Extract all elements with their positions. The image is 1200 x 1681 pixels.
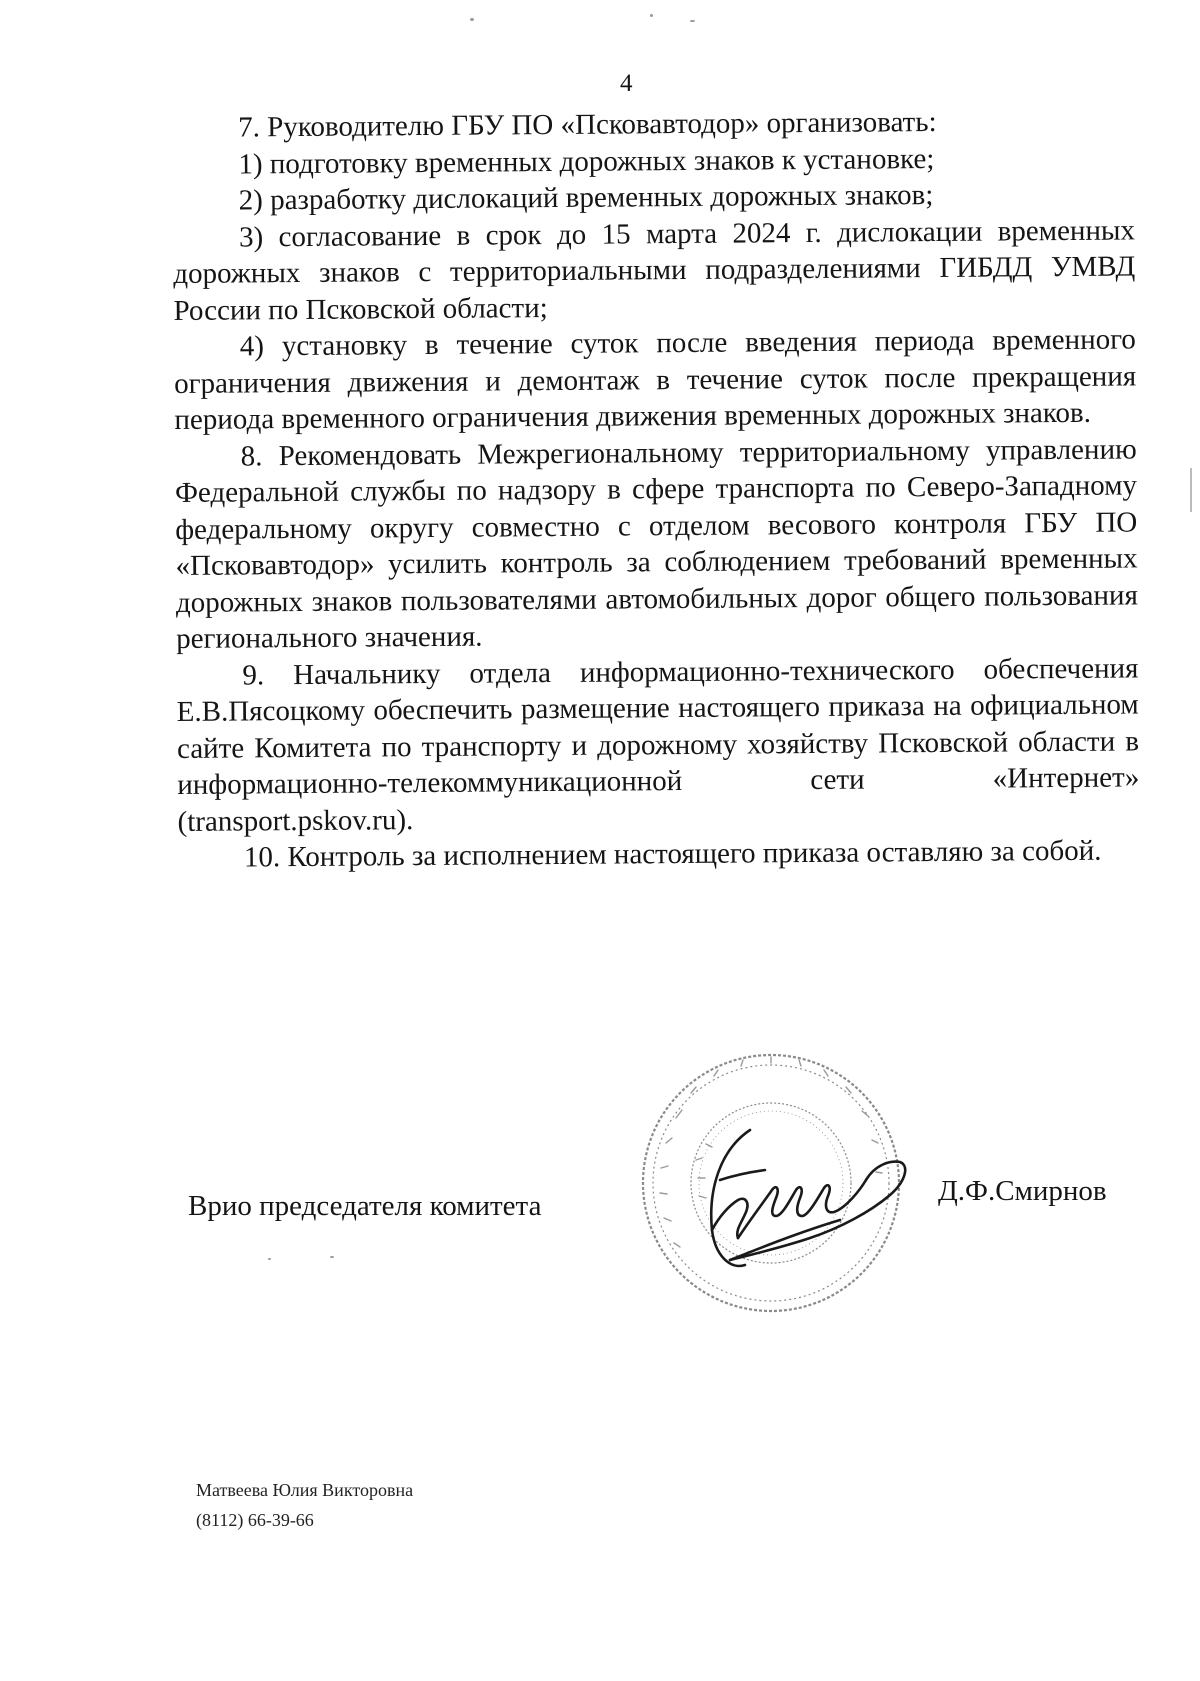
scan-speck: [470, 18, 474, 21]
page-number: 4: [620, 70, 633, 97]
scan-speck: [268, 1258, 271, 1260]
paragraph-7: 7. Руководителю ГБУ ПО «Псковавтодор» организовать:: [238, 105, 937, 144]
scan-edge-mark: [1190, 468, 1192, 512]
paragraph-7-item-2: 2) разработку дислокаций временных дорожных знаков;: [238, 179, 934, 217]
scan-speck: [650, 14, 653, 17]
paragraph-10: 10. Контроль за исполнением настоящего приказа оставляю за собой.: [243, 834, 1102, 874]
scan-speck: [690, 20, 695, 22]
scan-speck: [330, 1256, 334, 1258]
signatory-position: Врио председателя комитета: [188, 1190, 542, 1222]
signatory-name: Д.Ф.Смирнов: [938, 1175, 1107, 1207]
paragraph-7-item-3: 3) согласование в срок до 15 марта 2024 г. дислокации временных дорожных знаков с территориальными подразделениями ГИБДД УМВД России по Псковской области;: [173, 213, 1136, 327]
handwritten-signature: [690, 1120, 920, 1280]
executor-name: Матвеева Юлия Викторовна: [196, 1480, 414, 1500]
paragraph-9: 9. Начальнику отдела информационно-технического обеспечения Е.В.Пясоцкому обеспечить размещение настоящего приказа на официальном сайте Комитета по транспорту и дорожному хозяйству Псковской области в информационно-телекоммуникационной сети «Интернет» (transport.pskov.ru).: [176, 651, 1140, 838]
executor-footer: [196, 1475, 413, 1535]
document-body: [172, 102, 1140, 876]
executor-phone: (8112) 66-39-66: [196, 1510, 314, 1530]
paragraph-7-item-4: 4) установку в течение суток после введения периода временного ограничения движения и демонтаж в течение суток после прекращения периода временного ограничения движения временных дорожных знаков.: [174, 323, 1137, 436]
paragraph-8: 8. Рекомендовать Межрегиональному территориальному управлению Федеральной службы по надзору в сфере транспорта по Северо-Западному федеральному округу совместно с отделом весового контроля ГБУ ПО «Псковавтодор» усилить контроль за соблюдением требований временных дорожных знаков пользователями автомобильных дорог общего пользования регионального значения.: [174, 432, 1138, 655]
paragraph-7-item-1: 1) подготовку временных дорожных знаков к установке;: [238, 142, 935, 180]
